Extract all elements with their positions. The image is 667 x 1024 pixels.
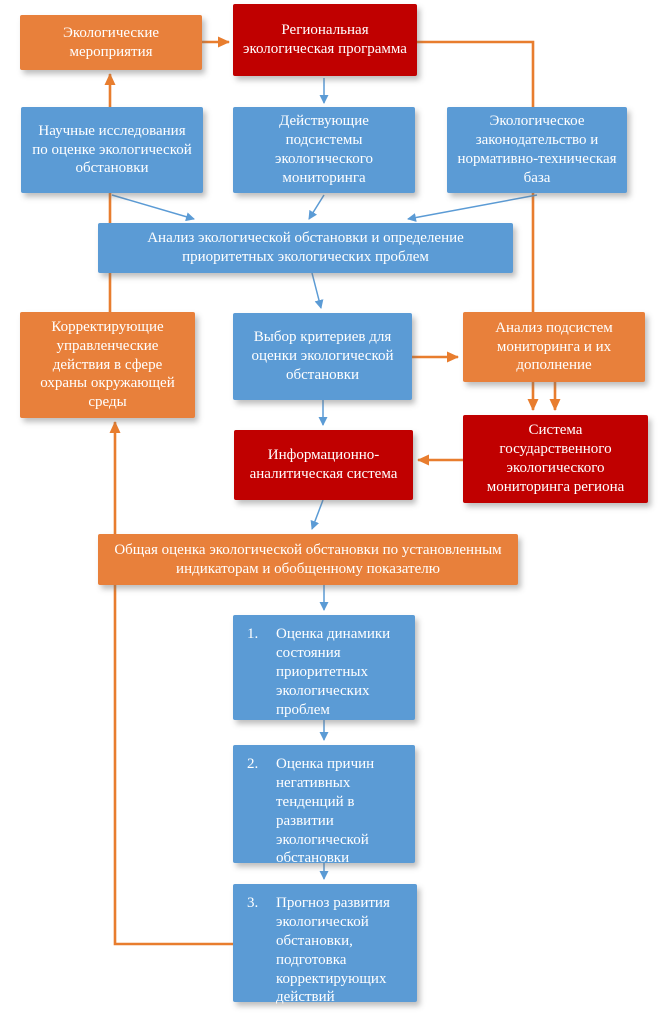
box-analysis — [98, 223, 513, 273]
box-subsystems-label: Действующие подсистемы экологического мониторинга — [275, 113, 373, 186]
box-subsys-analysis-label: Анализ подсистем мониторинга и их дополнение — [495, 319, 613, 374]
box-overall-label: Общая оценка экологической обстановки по установленным индикаторам и обобщенному показателю — [114, 541, 502, 577]
step1-number: 1. — [247, 626, 259, 642]
arrow-research-to-analysis — [112, 195, 194, 219]
step3-label: Прогноз развития экологической обстановки, подготовка корректирующих действий — [276, 895, 390, 1006]
box-info-system — [234, 430, 413, 500]
box-criteria — [233, 313, 412, 400]
box-subsystems — [233, 107, 415, 193]
step2-number: 2. — [247, 756, 259, 772]
box-eco-measures — [20, 15, 202, 70]
step3-number: 3. — [247, 895, 259, 911]
box-legislation-label: Экологическое законодательство и нормативно-техническая база — [457, 113, 617, 186]
box-step2 — [233, 745, 415, 867]
box-step3 — [233, 884, 417, 1006]
step1-label: Оценка динамики состояния приоритетных экологических проблем — [276, 626, 391, 718]
arrow-legislation-to-analysis — [408, 195, 537, 219]
arrow-infosystem-to-overall — [312, 500, 323, 529]
box-corrective — [20, 312, 195, 418]
box-step1 — [233, 615, 415, 720]
arrow-subsystems-to-analysis — [309, 195, 324, 219]
box-legislation — [447, 107, 627, 193]
box-corrective-label: Корректирующие управленческие действия в сфере охраны окружающей среды — [40, 318, 175, 411]
arrow-analysis-to-criteria — [312, 273, 321, 308]
arrow-step3-to-corrective — [115, 422, 233, 944]
box-subsys-analysis — [463, 312, 645, 382]
box-criteria-label: Выбор критериев для оценки экологической обстановки — [251, 329, 394, 383]
box-overall — [98, 534, 518, 585]
box-regional-program-label: Региональная экологическая программа — [243, 22, 407, 57]
box-regional-program — [233, 4, 417, 76]
box-monitoring-system — [463, 415, 648, 503]
box-monitoring-system-label: Система государственного экологического мониторинга региона — [486, 422, 625, 495]
box-info-system-label: Информационно-аналитическая система — [249, 447, 398, 482]
step2-label: Оценка причин негативных тенденций в развитии экологической обстановки — [276, 756, 375, 867]
box-eco-measures-label: Экологические мероприятия — [62, 24, 160, 60]
box-research-label: Научные исследования по оценке экологической обстановки — [32, 122, 192, 177]
box-research — [21, 107, 203, 193]
box-analysis-label: Анализ экологической обстановки и определение приоритетных экологических проблем — [147, 230, 464, 265]
